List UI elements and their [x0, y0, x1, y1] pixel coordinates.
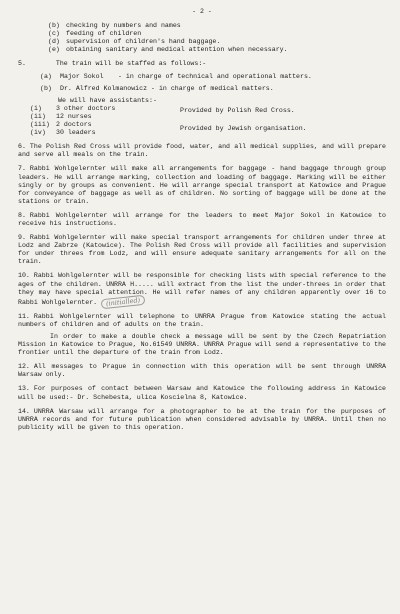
sub-item-list — [48, 22, 386, 54]
provider-red-cross: Provided by Polish Red Cross. — [180, 106, 295, 114]
assistant-row: (iv) 30 leaders — [30, 129, 96, 137]
paragraph-14: 14. UNRRA Warsaw will arrange for a photographer to be at the train for the purposes of UNRRA records and for future publication when considered advisable by UNRRA. Until then no publicity will be given to this operation. — [18, 407, 386, 431]
assistant-row: (iii) 2 doctors — [30, 121, 92, 129]
staff-row: (a) Major Sokol - in charge of technical and operational matters. — [40, 72, 312, 80]
sub-item: (e) obtaining sanitary and medical attention when necessary. — [48, 46, 288, 54]
sub-item: (c) feeding of children — [48, 30, 142, 38]
sub-item: (d) supervision of children's hand baggage. — [48, 38, 221, 46]
paragraph-11: 11. Rabbi Wohlgelernter will telephone to UNRRA Prague from Katowice stating the actual numbers of children and of adults on the train. — [18, 312, 386, 328]
paragraph-12: 12. All messages to Prague in connection with this operation will be sent through UNRRA Warsaw only. — [18, 363, 386, 379]
paragraph-9: 9. Rabbi Wohlgelernter will make special transport arrangements for children under three at Lodz and Zabrze (Katowice). The Polish Red Cross will provide all facilities and supervision for under threes from Lodz, and will ensure adequate sanitary arrangements for all on the train. — [18, 234, 386, 266]
assistants-block — [30, 105, 386, 137]
paragraph-6: 6. The Polish Red Cross will provide food, water, and all medical supplies, and will prepare and serve all meals on the train. — [18, 143, 386, 159]
assistant-row: (ii) 12 nurses — [30, 112, 92, 120]
assistants-intro: We will have assistants:- — [58, 96, 157, 104]
page-number: - 2 - — [192, 8, 212, 15]
assistant-row: (i) 3 other doctors — [30, 104, 116, 112]
paragraph-11-continued: In order to make a double check a message will be sent by the Czech Repatriation Mission in Katowice to Prague, No.61549 UNRRA. UNRRA Prague will send a representative to the frontier until the departure of the train from Lodz. — [18, 333, 386, 357]
paragraph-8: 8. Rabbi Wohlgelernter will arrange for the leaders to meet Major Sokol in Katowice to receive his instructions. — [18, 211, 386, 227]
paragraph-13: 13. For purposes of contact between Warsaw and Katowice the following address in Katowice will be used:- Dr. Schebesta, ulica Koscielna 8, Katowice. — [18, 385, 386, 401]
staff-row: (b) Dr. Alfred Kolmanowicz - in charge of medical matters. — [40, 84, 274, 92]
handwritten-signature: (initialled) — [101, 294, 146, 309]
paragraph-7: 7. Rabbi Wohlgelernter will make all arrangements for baggage - hand baggage through group leaders. He will arrange marking, collection and loading of baggage. Marking will be either singly or by groups as convenient. He will arrange special transport at Katowice and Prague for conveyance of baggage as well as of children. No sorting of baggage will be done at the stations or train. — [18, 165, 386, 205]
provider-jewish-org: Provided by Jewish organisation. — [180, 124, 307, 132]
item-5-intro: 5. The train will be staffed as follows:- — [18, 60, 207, 68]
sub-item: (b) checking by numbers and names — [48, 22, 181, 30]
paragraph-10: 10. Rabbi Wohlgelernter will be responsible for checking lists with special reference to the ages of the children. UNRRA H..... will extract from the list the under-threes in order that they may have special attention. He will refer names of any children apparently over 16 to Rabbi Wohlgelernter. (initialled) — [18, 272, 386, 308]
